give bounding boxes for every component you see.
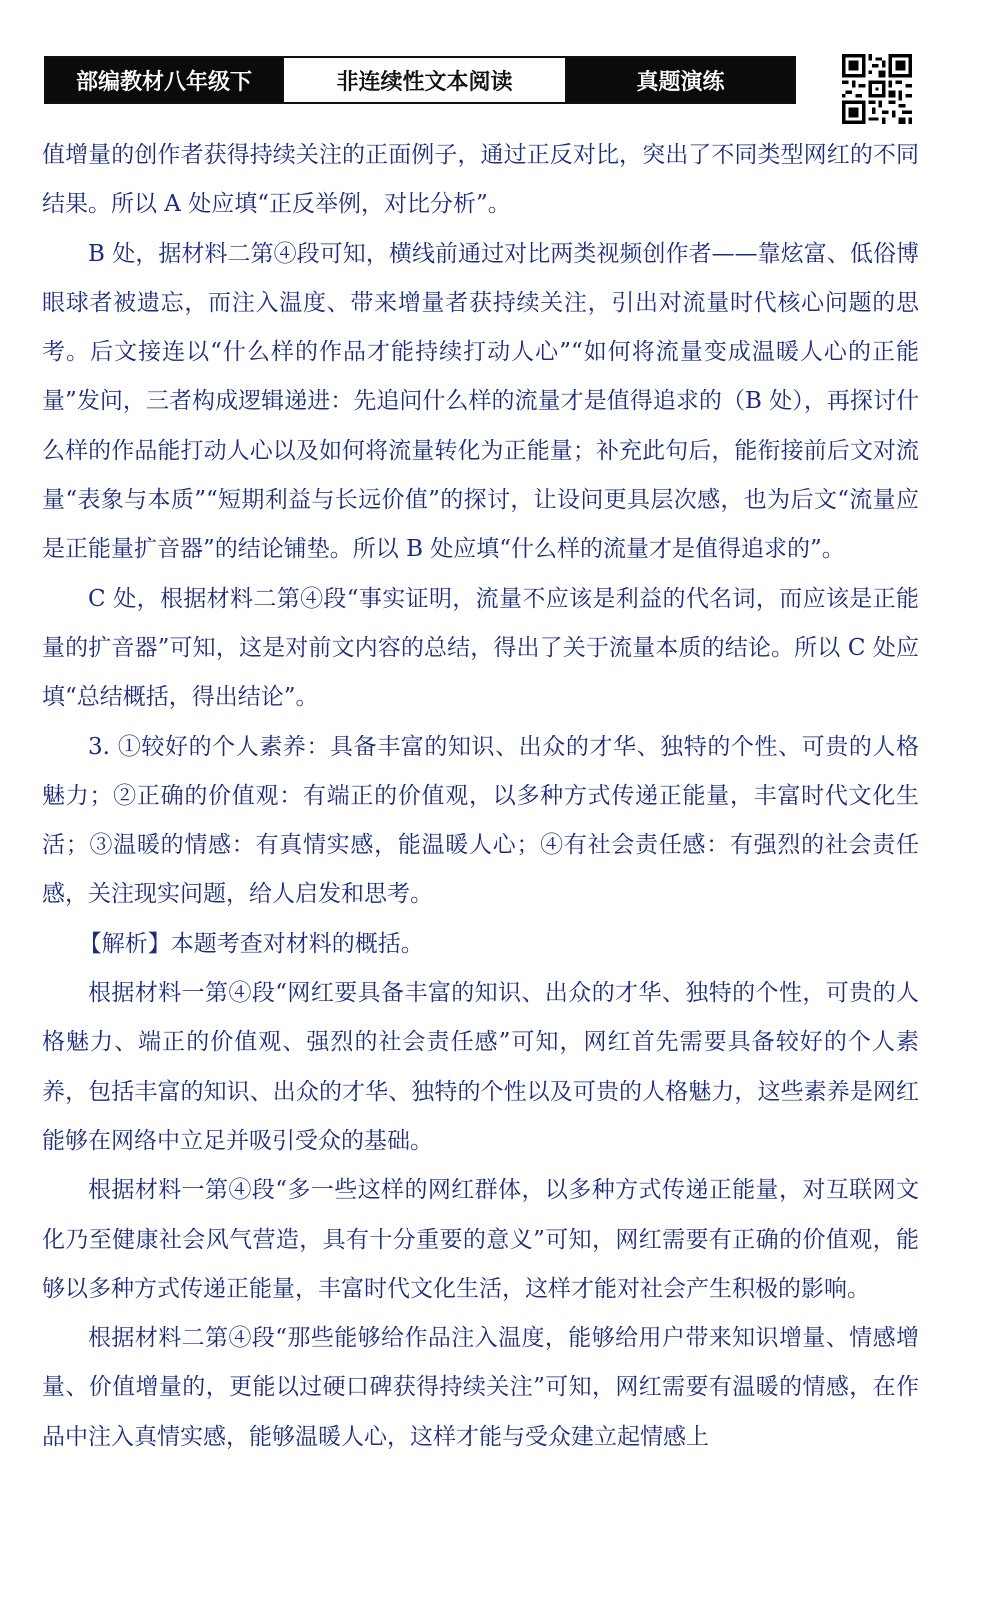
header-grade-label: 部编教材八年级下 <box>46 58 282 102</box>
paragraph-material-one-b: 根据材料一第④段“多一些这样的网红群体，以多种方式传递正能量，对互联网文化乃至健康社会风气营造，具有十分重要的意义”可知，网红需要有正确的价值观，能够以多种方式传递正能量，丰富时代文化生活，这样才能对社会产生积极的影响。 <box>42 1177 919 1302</box>
qr-code[interactable] <box>842 54 912 124</box>
header-section-label: 真题演练 <box>567 58 794 102</box>
paragraph-material-two: 根据材料二第④段“那些能够给作品注入温度，能够给用户带来知识增量、情感增量、价值增量的，更能以过硬口碑获得持续关注”可知，网红需要有温暖的情感，在作品中注入真情实感，能够温暖人心，这样才能与受众建立起情感上 <box>42 1325 919 1450</box>
paragraph-analysis-heading: 【解析】本题考查对材料的概括。 <box>78 930 424 957</box>
header-topic-label: 非连续性文本阅读 <box>282 58 567 102</box>
paragraph-material-one-a: 根据材料一第④段“网红要具备丰富的知识、出众的才华、独特的个性，可贵的人格魅力、端正的价值观、强烈的社会责任感”可知，网红首先需要具备较好的个人素养，包括丰富的知识、出众的才华、独特的个性以及可贵的人格魅力，这些素养是网红能够在网络中立足并吸引受众的基础。 <box>42 980 919 1154</box>
answer-text-body <box>42 131 919 1462</box>
header-bar <box>44 56 796 104</box>
paragraph-continuation: 值增量的创作者获得持续关注的正面例子，通过正反对比，突出了不同类型网红的不同结果。所以 A 处应填“正反举例，对比分析”。 <box>42 142 919 218</box>
paragraph-c-analysis: C 处，根据材料二第④段“事实证明，流量不应该是利益的代名词，而应该是正能量的扩音器”可知，这是对前文内容的总结，得出了关于流量本质的结论。所以 C 处应填“总结概括，得出结论”。 <box>42 585 919 711</box>
paragraph-answer-3: 3. ①较好的个人素养：具备丰富的知识、出众的才华、独特的个性、可贵的人格魅力；②正确的价值观：有端正的价值观，以多种方式传递正能量，丰富时代文化生活；③温暖的情感：有真情实感，能温暖人心；④有社会责任感：有强烈的社会责任感，关注现实问题，给人启发和思考。 <box>42 733 919 908</box>
paragraph-b-analysis: B 处，据材料二第④段可知，横线前通过对比两类视频创作者——靠炫富、低俗博眼球者被遗忘，而注入温度、带来增量者获持续关注，引出对流量时代核心问题的思考。后文接连以“什么样的作品才能持续打动人心”“如何将流量变成温暖人心的正能量”发问，三者构成逻辑递进：先追问什么样的流量才是值得追求的（B 处），再探讨什么样的作品能打动人心以及如何将流量转化为正能量；补充此句后，能衔接前后文对流量“表象与本质”“短期利益与长远价值”的探讨，让设问更具层次感，也为后文“流量应是正能量扩音器”的结论铺垫。所以 B 处应填“什么样的流量才是值得追求的”。 <box>42 240 919 563</box>
